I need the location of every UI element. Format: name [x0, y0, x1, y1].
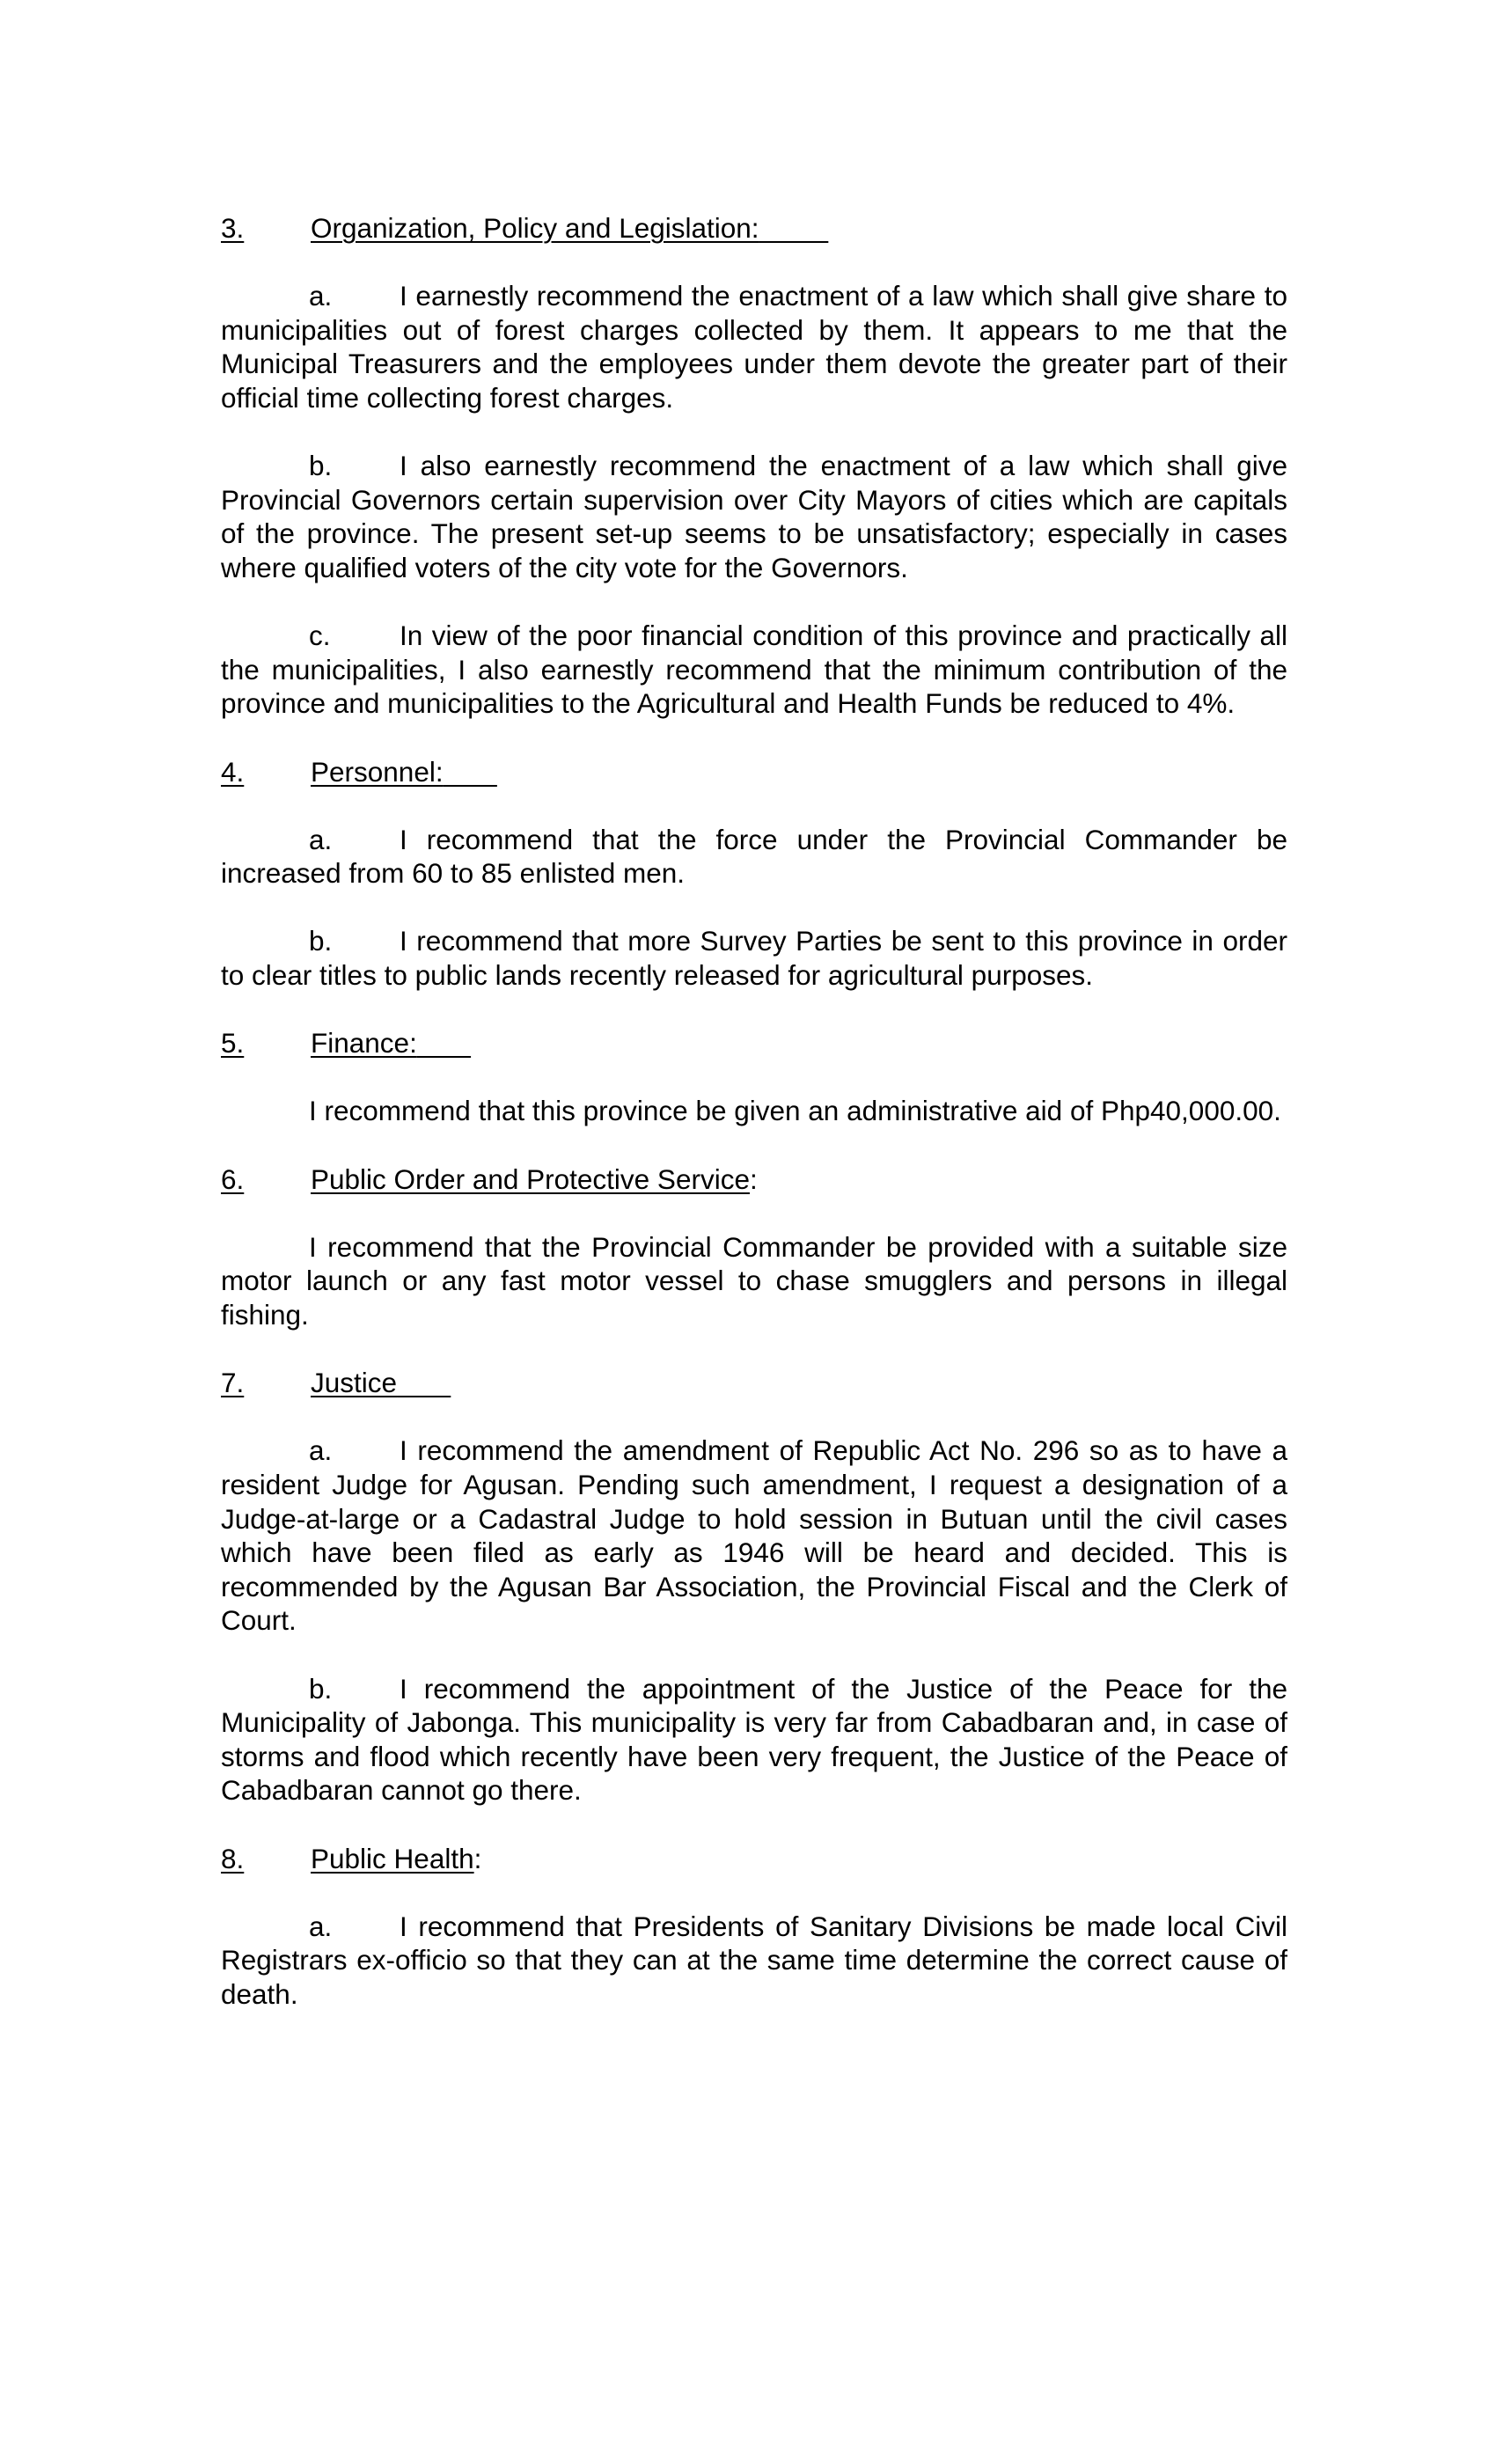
section-title: Public Order and Protective Service	[311, 1162, 750, 1195]
spacer	[221, 1875, 1287, 1910]
document-page	[221, 211, 1287, 2045]
spacer	[221, 246, 1287, 280]
section-title-underline	[417, 1027, 471, 1059]
spacer	[221, 1196, 1287, 1230]
section-title-colon: :	[473, 1842, 482, 1874]
spacer	[221, 891, 1287, 925]
section-heading	[221, 1162, 1287, 1197]
section-number: 3.	[221, 212, 245, 244]
paragraph-text: I recommend that more Survey Parties be sent to this province in order to clear titles to public lands recently released for agricultural purposes.	[221, 925, 1287, 992]
paragraph	[221, 1434, 1287, 1638]
paragraph-text: I recommend that the Provincial Commander be provided with a suitable size motor launch or any fast motor vessel to chase smugglers and persons in illegal fishing.	[221, 1230, 1287, 1331]
section-number: 6.	[221, 1162, 245, 1195]
item-letter: b.	[309, 1672, 333, 1705]
section-heading	[221, 1026, 1287, 1060]
section-heading	[221, 1366, 1287, 1400]
spacer	[221, 1808, 1287, 1842]
paragraph	[221, 449, 1287, 584]
section-number: 8.	[221, 1842, 245, 1874]
section-heading	[221, 1842, 1287, 1876]
item-letter: a.	[309, 1910, 333, 1942]
section-heading	[221, 755, 1287, 789]
spacer	[221, 721, 1287, 755]
section-title: Finance:	[311, 1027, 417, 1060]
paragraph	[221, 1230, 1287, 1332]
paragraph	[221, 1672, 1287, 1808]
paragraph	[221, 924, 1287, 992]
spacer	[221, 1400, 1287, 1434]
section-title-underline	[759, 212, 829, 244]
item-letter: a.	[309, 823, 333, 855]
spacer	[221, 585, 1287, 620]
paragraph-text: I also earnestly recommend the enactment of a law which shall give Provincial Governors certain supervision over City Mayors of cities which are capitals of the province. The present set-up seems to be unsatisfactory; especially in cases where qualified voters of the city vote for the Governors.	[221, 450, 1287, 583]
item-letter: c.	[309, 620, 331, 652]
paragraph	[221, 823, 1287, 891]
paragraph-text: I recommend the appointment of the Justice of the Peace for the Municipality of Jabonga. This municipality is very far from Cabadbaran and, in case of storms and flood which recently have been very frequent, the Justice of the Peace of Cabadbaran cannot go there.	[221, 1672, 1287, 1807]
spacer	[221, 2011, 1287, 2045]
paragraph-text: In view of the poor financial condition of this province and practically all the municipalities, I also earnestly recommend that the minimum contribution of the province and municipalities to the Agricultural and Health Funds be reduced to 4%.	[221, 620, 1287, 720]
spacer	[221, 1060, 1287, 1095]
section-title-colon: :	[749, 1162, 758, 1195]
item-letter: a.	[309, 280, 333, 312]
item-letter: a.	[309, 1434, 333, 1467]
paragraph-text: I recommend that the force under the Provincial Commander be increased from 60 to 85 enlisted men.	[221, 823, 1287, 890]
spacer	[221, 788, 1287, 823]
paragraph	[221, 279, 1287, 414]
spacer	[221, 1638, 1287, 1672]
section-number: 5.	[221, 1027, 245, 1060]
paragraph-text: I recommend the amendment of Republic Act No. 296 so as to have a resident Judge for Agusan. Pending such amendment, I request a designation of a Judge-at-large or a Cadastral Judge to hold session in Butuan until the civil cases which have been filed as early as 1946 will be heard and decided. This is recommended by the Agusan Bar Association, the Provincial Fiscal and the Clerk of Court.	[221, 1434, 1287, 1637]
section-title: Personnel:	[311, 755, 444, 788]
spacer	[221, 1332, 1287, 1367]
paragraph-text: I recommend that this province be given an administrative aid of Php40,000.00.	[309, 1095, 1281, 1127]
section-title-underline	[397, 1367, 451, 1398]
spacer	[221, 1128, 1287, 1162]
section-number: 7.	[221, 1367, 245, 1399]
section-title: Justice	[311, 1367, 398, 1399]
spacer	[221, 993, 1287, 1027]
section-heading	[221, 211, 1287, 246]
paragraph	[221, 1910, 1287, 2012]
section-number: 4.	[221, 755, 245, 788]
section-title: Public Health	[311, 1842, 474, 1874]
spacer	[221, 415, 1287, 450]
section-title-underline	[444, 756, 497, 788]
paragraph	[221, 1094, 1287, 1128]
paragraph-text: I recommend that Presidents of Sanitary Divisions be made local Civil Registrars ex-officio so that they can at the same time determine the correct cause of death.	[221, 1910, 1287, 2010]
section-title: Organization, Policy and Legislation:	[311, 212, 759, 244]
paragraph-text: I earnestly recommend the enactment of a law which shall give share to municipalities out of forest charges collected by them. It appears to me that the Municipal Treasurers and the employees under them devote the greater part of their official time collecting forest charges.	[221, 280, 1287, 414]
item-letter: b.	[309, 450, 333, 482]
item-letter: b.	[309, 925, 333, 957]
paragraph	[221, 619, 1287, 721]
